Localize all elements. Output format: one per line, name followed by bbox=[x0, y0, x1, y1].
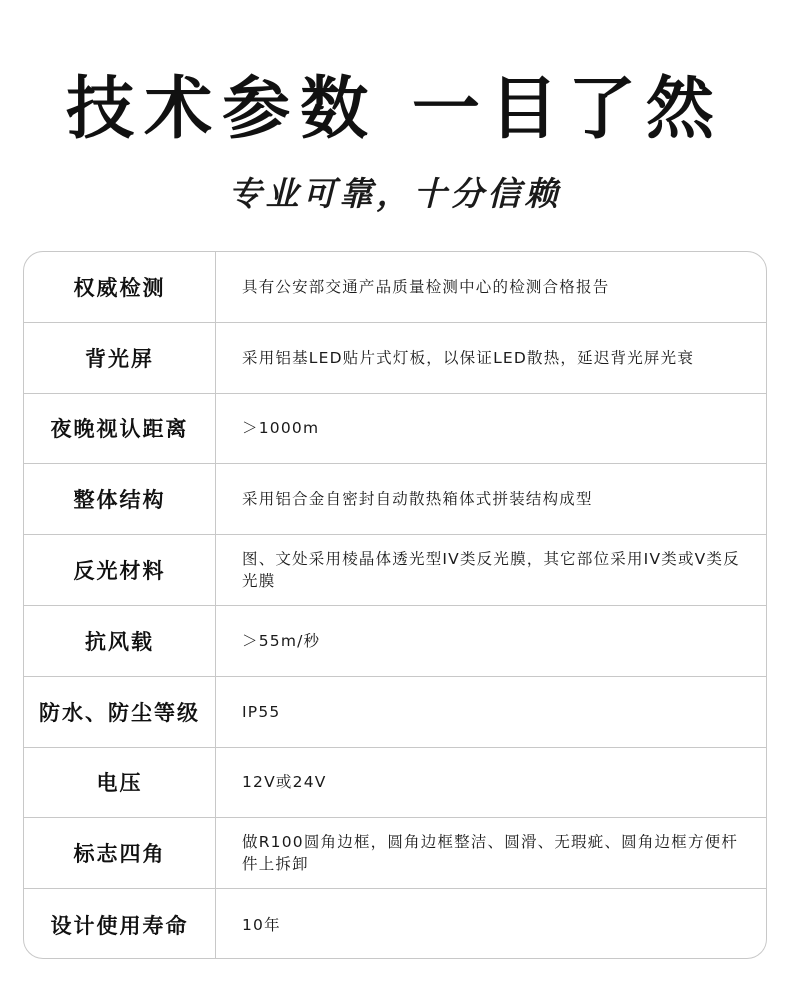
spec-value bbox=[216, 464, 766, 534]
spec-label: 抗风载 bbox=[24, 606, 216, 676]
spec-value-text: 做R100圆角边框，圆角边框整洁、圆滑、无瑕疵、圆角边框方便杆件上拆卸 bbox=[242, 833, 739, 874]
spec-label: 防水、防尘等级 bbox=[24, 677, 216, 747]
spec-row-structure bbox=[24, 464, 766, 535]
spec-value bbox=[216, 535, 766, 605]
spec-label: 设计使用寿命 bbox=[24, 889, 216, 959]
page-subtitle: 专业可靠，十分信赖 bbox=[228, 174, 562, 213]
spec-value bbox=[216, 252, 766, 322]
spec-label: 反光材料 bbox=[24, 535, 216, 605]
spec-row-service-life bbox=[24, 889, 766, 959]
spec-label: 背光屏 bbox=[24, 323, 216, 393]
spec-value bbox=[216, 606, 766, 676]
spec-row-wind-load bbox=[24, 606, 766, 677]
spec-row-night-visibility bbox=[24, 394, 766, 465]
spec-value-text: 采用铝基LED贴片式灯板，以保证LED散热，延迟背光屏光衰 bbox=[242, 348, 695, 367]
spec-label: 电压 bbox=[24, 748, 216, 818]
spec-value bbox=[216, 394, 766, 464]
spec-value bbox=[216, 818, 766, 888]
spec-label: 夜晚视认距离 bbox=[24, 394, 216, 464]
spec-row-backlight bbox=[24, 323, 766, 394]
spec-label: 权威检测 bbox=[24, 252, 216, 322]
spec-label: 整体结构 bbox=[24, 464, 216, 534]
spec-value-text: 12V或24V bbox=[242, 773, 327, 792]
spec-value bbox=[216, 889, 766, 959]
spec-value bbox=[216, 748, 766, 818]
spec-value-text: IP55 bbox=[242, 702, 281, 721]
spec-value-text: ＞1000m bbox=[242, 419, 320, 438]
spec-row-reflective-material bbox=[24, 535, 766, 606]
spec-row-voltage bbox=[24, 748, 766, 819]
spec-value bbox=[216, 677, 766, 747]
spec-value-text: 采用铝合金自密封自动散热箱体式拼装结构成型 bbox=[242, 490, 593, 509]
spec-value-text: 图、文处采用棱晶体透光型IV类反光膜，其它部位采用IV类或V类反光膜 bbox=[242, 550, 740, 591]
spec-table bbox=[23, 251, 767, 959]
spec-value-text: 具有公安部交通产品质量检测中心的检测合格报告 bbox=[242, 277, 610, 296]
spec-value-text: 10年 bbox=[242, 915, 281, 934]
spec-label: 标志四角 bbox=[24, 818, 216, 888]
spec-row-corners bbox=[24, 818, 766, 889]
spec-row-ip-rating bbox=[24, 677, 766, 748]
page-title: 技术参数 一目了然 bbox=[66, 70, 724, 149]
spec-value-text: ＞55m/秒 bbox=[242, 631, 321, 650]
spec-value bbox=[216, 323, 766, 393]
spec-row-inspection bbox=[24, 252, 766, 323]
